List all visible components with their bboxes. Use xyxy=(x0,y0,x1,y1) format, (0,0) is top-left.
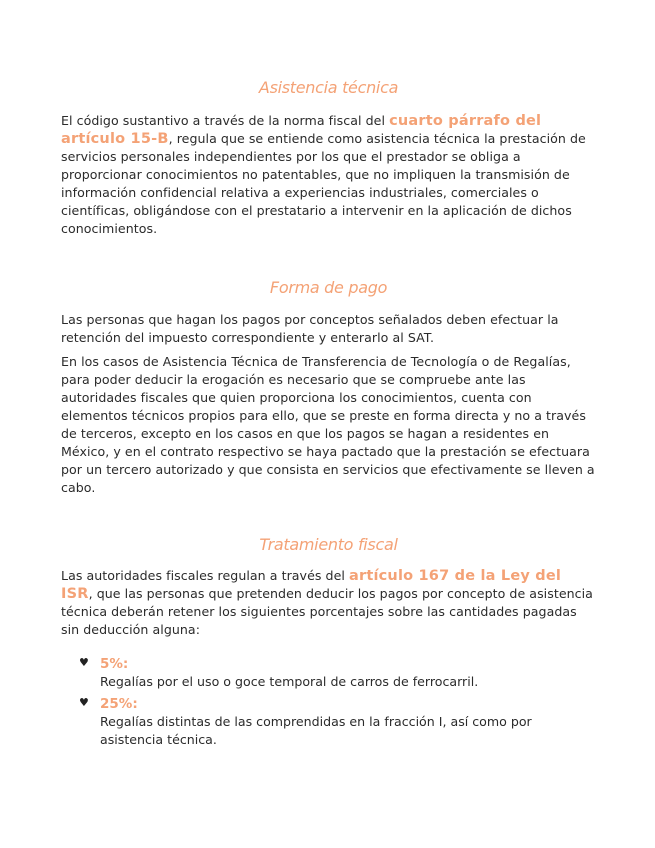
heart-bullet-icon: ♥ xyxy=(79,656,89,669)
paragraph-retencion: Las personas que hagan los pagos por conceptos señalados deben efectuar la retención del impuesto correspondiente y enterarlo al SAT. xyxy=(61,312,559,345)
paragraph-tratamiento-fiscal xyxy=(61,567,596,639)
rate-description: Regalías distintas de las comprendidas en la fracción I, así como por asistencia técnica. xyxy=(100,714,532,747)
paragraph-asistencia-definicion xyxy=(61,112,596,238)
list-item xyxy=(79,655,589,691)
heart-bullet-icon: ♥ xyxy=(79,696,89,709)
text-segment: El código sustantivo a través de la norma fiscal del xyxy=(61,113,390,128)
text-segment: , que las personas que pretenden deducir los pagos por concepto de asistencia técnica deberán retener los siguientes porcentajes sobre las cantidades pagadas sin deducción alguna: xyxy=(61,586,593,637)
highlight-articulo-167: artículo 167 de la Ley del ISR xyxy=(61,568,562,602)
paragraph-deduccion-erogacion: En los casos de Asistencia Técnica de Transferencia de Tecnología o de Regalías, para poder deducir la erogación es necesario que se compruebe ante las autoridades fiscales que quien proporciona los conocimientos, cuenta con elementos técnicos propios para ello, que se preste en forma directa y no a través de terceros, excepto en los casos en que los pagos se hagan a residentes en México, y en el contrato respectivo se haya pactado que la prestación se efectuara por un tercero autorizado y que consista en servicios que efectivamente se lleven a cabo. xyxy=(61,354,595,495)
list-item xyxy=(79,695,589,749)
text-segment: Las autoridades fiscales regulan a través del xyxy=(61,568,349,583)
rate-description: Regalías por el uso o goce temporal de carros de ferrocarril. xyxy=(100,674,479,689)
rate-label: 5%: xyxy=(100,656,129,672)
heading-forma-de-pago: Forma de pago xyxy=(269,278,388,297)
heading-asistencia-tecnica: Asistencia técnica xyxy=(258,78,399,97)
highlight-articulo-15b: cuarto párrafo del artículo 15-B xyxy=(61,113,542,147)
retention-rate-list xyxy=(79,655,589,753)
rate-label: 25%: xyxy=(100,696,138,712)
heading-tratamiento-fiscal: Tratamiento fiscal xyxy=(259,535,398,554)
text-segment: , regula que se entiende como asistencia técnica la prestación de servicios personales independientes por los que el prestador se obliga a proporcionar conocimientos no patentables, que no impliquen la transmisión de información confidencial relativa a experiencias industriales, comerciales o científicas, obligándose con el prestatario a intervenir en la aplicación de dichos conocimientos. xyxy=(61,131,586,236)
